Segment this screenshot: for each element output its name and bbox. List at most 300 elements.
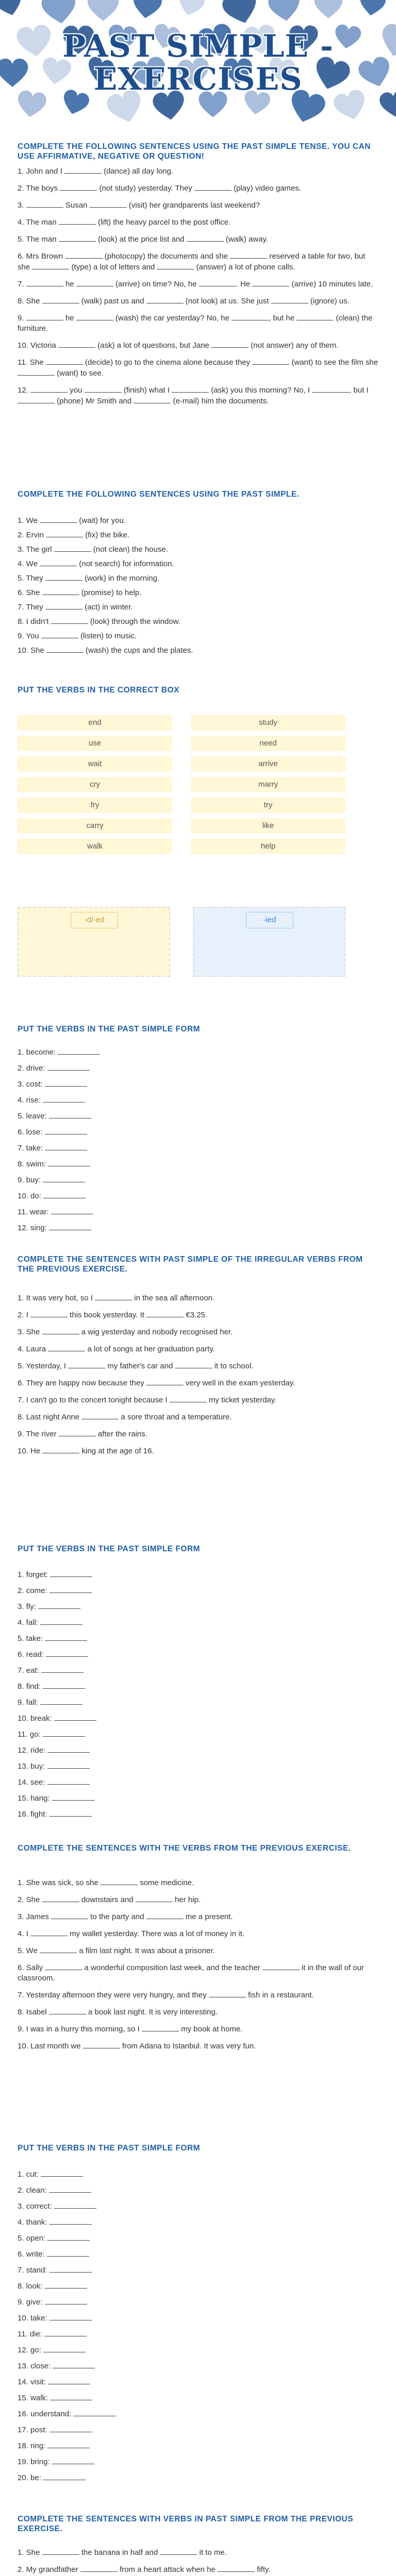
answer-blank[interactable] [218,2564,255,2572]
verb-item [18,1617,96,1633]
exercise-line-text: 8. I didn't [18,617,51,626]
verb-item-label: 9. give: [18,2298,45,2307]
exercise-line-text: 1. It was very hot, so I [18,1294,95,1302]
exercise-line [18,1378,378,1388]
exercise-line-text: Susan [63,201,90,210]
exercise-line [18,530,378,540]
exercise-line-text: 4. I [18,1929,31,1938]
answer-blank[interactable] [211,340,249,348]
verb-item [18,2249,116,2265]
verb-item [18,1127,100,1143]
section-1-instruction-text: COMPLETE THE FOLLOWING SENTENCES USING THE PAST SIMPLE TENSE. YOU CAN USE AFFIRMATIVE, NEGATIVE OR QUESTION! [18,142,371,161]
verb-chip[interactable]: study [191,715,345,731]
exercise-line-text: 9. I was in a hurry this morning, so I [18,2025,142,2033]
answer-blank[interactable] [43,1095,85,1103]
answer-blank[interactable] [42,1327,79,1334]
verb-item [18,2377,116,2393]
verb-item [18,1681,96,1697]
verb-chip[interactable]: use [18,736,172,751]
answer-blank[interactable] [43,2472,86,2480]
exercise-line-text: 2. The boys [18,184,60,193]
exercise-line-text: fifty. [255,2565,271,2574]
answer-blank[interactable] [49,2185,91,2193]
answer-blank[interactable] [199,279,236,286]
exercise-line-text: (lift) the heavy parcel to the post office. [95,218,231,227]
answer-blank[interactable] [45,1079,87,1087]
verb-item-label: 1. become: [18,1048,58,1057]
verb-item-label: 4. fall: [18,1618,41,1627]
answer-blank[interactable] [271,296,308,303]
verb-item-label: 11. die: [18,2330,45,2338]
exercise-line [18,2024,378,2035]
exercise-line-text: 5. The man [18,235,59,244]
answer-blank[interactable] [83,2041,120,2048]
answer-blank[interactable] [52,1793,94,1801]
verb-item [18,1713,96,1729]
answer-blank[interactable] [59,217,96,225]
exercise-line-text: 3. She [18,1328,42,1336]
exercise-line-text: reserved a table for two, but she [18,252,366,272]
answer-blank[interactable] [41,631,78,638]
exercise-line-text: 12. [18,386,31,395]
verb-item [18,1633,96,1649]
exercise-line-text: 1. John and I [18,167,64,176]
verb-chip[interactable]: arrive [191,756,345,772]
exercise-line-text: (e-mail) him the documents. [171,397,269,405]
answer-blank[interactable] [43,1191,86,1198]
answer-blank[interactable] [40,558,77,566]
answer-blank[interactable] [50,1569,92,1577]
answer-blank[interactable] [45,573,82,581]
answer-blank[interactable] [80,2564,118,2572]
exercise-line-text: 5. Yesterday, I [18,1362,69,1370]
answer-blank[interactable] [90,200,127,208]
answer-blank[interactable] [30,1310,68,1317]
exercise-line-text: (not search) for information. [77,560,174,568]
answer-blank[interactable] [134,396,171,403]
answer-blank[interactable] [49,1223,91,1230]
title-banner [0,0,396,135]
exercise-line-text: 6. Mrs Brown [18,252,65,261]
answer-blank[interactable] [43,1175,85,1182]
box-ed-label: -d/-ed [71,912,118,928]
exercise-line-text: (not look) at us. She just [183,297,271,306]
answer-blank[interactable] [60,183,97,191]
exercise-line-text: (finish) what I [121,386,172,395]
exercise-line-text: it in the wall of our classroom. [18,1963,364,1982]
exercise-line-text: 9. You [18,632,41,640]
verb-item [18,1159,100,1175]
answer-blank[interactable] [42,1894,79,1902]
answer-blank[interactable] [18,396,55,403]
verb-item-label: 12. ride: [18,1746,48,1755]
section-7-exercise [18,1877,378,2058]
exercise-line-text: her hip. [172,1895,201,1904]
answer-blank[interactable] [45,1143,87,1150]
answer-blank[interactable] [58,1047,100,1055]
heart-icon [129,0,164,22]
verb-item [18,2393,116,2409]
answer-blank[interactable] [42,2547,79,2555]
exercise-line-text: 7. I can't go to the concert tonight because I [18,1396,170,1404]
exercise-line [18,340,378,351]
answer-blank[interactable] [42,1446,79,1453]
answer-blank[interactable] [47,1063,90,1071]
exercise-line-text: fish in a restaurant. [245,1991,314,1999]
answer-blank[interactable] [262,1962,300,1970]
answer-blank[interactable] [40,515,77,523]
verb-chip[interactable]: like [191,818,345,834]
verb-item-label: 13. close: [18,2362,53,2370]
exercise-line-text: very well in the exam yesterday. [183,1379,295,1387]
exercise-line-text: it to me. [197,2548,227,2557]
answer-blank[interactable] [64,166,102,174]
verb-chip[interactable]: fry [18,798,172,813]
answer-blank[interactable] [157,262,194,269]
answer-blank[interactable] [187,234,224,242]
section-2-instruction-text: COMPLETE THE FOLLOWING SENTENCES USING THE PAST SIMPLE. [18,490,300,499]
exercise-line [18,1310,378,1320]
answer-blank[interactable] [41,1665,84,1673]
verb-item-label: 17. post: [18,2426,50,2434]
exercise-line [18,2007,378,2018]
answer-blank[interactable] [59,1429,96,1436]
exercise-line [18,558,378,569]
answer-blank[interactable] [53,2361,95,2368]
exercise-line [18,645,378,656]
answer-blank[interactable] [48,1159,90,1166]
section-7-instruction-text: COMPLETE THE SENTENCES WITH THE VERBS FROM THE PREVIOUS EXERCISE. [18,1844,351,1853]
answer-blank[interactable] [48,2377,90,2384]
verb-item [18,1729,96,1745]
section-3-instruction [18,685,378,695]
exercise-line-text: a sore throat and a temperature. [119,1413,232,1421]
exercise-line [18,200,378,211]
exercise-line [18,2547,378,2558]
answer-blank[interactable] [252,279,289,286]
answer-blank[interactable] [175,1361,212,1368]
section-2-instruction [18,489,378,499]
answer-blank[interactable] [146,296,184,303]
section-9-instruction [18,2514,378,2534]
verb-item [18,2361,116,2377]
answer-blank[interactable] [230,251,267,259]
verb-item-label: 11. go: [18,1730,43,1739]
answer-blank[interactable] [142,2024,179,2031]
answer-blank[interactable] [30,385,68,393]
verb-item [18,1191,100,1207]
verb-chip[interactable]: end [18,715,172,731]
answer-blank[interactable] [54,544,91,552]
exercise-line [18,234,378,245]
verb-item [18,1095,100,1111]
answer-blank[interactable] [47,1745,90,1753]
exercise-line-text: . He [236,280,253,289]
answer-blank[interactable] [47,2441,90,2448]
answer-blank[interactable] [26,313,63,320]
verb-item-label: 20. be: [18,2473,44,2482]
answer-blank[interactable] [296,313,334,320]
answer-blank[interactable] [54,1713,96,1721]
answer-blank[interactable] [50,2265,92,2273]
answer-blank[interactable] [59,234,96,242]
exercise-line [18,1962,378,1984]
answer-blank[interactable] [52,2456,94,2464]
answer-blank[interactable] [50,1585,92,1593]
verb-item-label: 9. buy: [18,1176,43,1184]
answer-blank[interactable] [312,385,349,393]
verb-chip[interactable]: need [191,736,345,751]
verb-item [18,2329,116,2345]
section-1-exercise [18,166,378,413]
verb-item-label: 4. thank: [18,2218,50,2227]
exercise-line-text: (not answer) any of them. [249,341,339,350]
answer-blank[interactable] [50,2313,92,2320]
answer-blank[interactable] [160,2547,197,2555]
answer-blank[interactable] [76,313,113,320]
answer-blank[interactable] [45,1633,87,1641]
verb-item [18,1143,100,1159]
answer-blank[interactable] [54,2201,96,2209]
section-9-instruction-text: COMPLETE THE SENTENCES WITH VERBS IN PAST SIMPLE FROM THE PREVIOUS EXERCISE. [18,2515,354,2533]
exercise-line-text: 2. She [18,1895,42,1904]
exercise-line-text: 2. Ervin [18,531,46,539]
exercise-line [18,1395,378,1405]
answer-blank[interactable] [65,251,103,259]
answer-blank[interactable] [47,1761,90,1769]
section-5-instruction [18,1255,378,1274]
answer-blank[interactable] [43,1729,85,1737]
exercise-line-text: some medicine. [137,1878,194,1887]
answer-blank[interactable] [73,2409,116,2416]
exercise-line [18,1446,378,1456]
exercise-line-text: 8. Last night Anne [18,1413,82,1421]
sort-boxes [18,907,345,977]
verb-chip[interactable]: try [191,798,345,813]
answer-blank[interactable] [50,2217,92,2225]
exercise-line-text: (wash) the cups and the plates. [83,646,193,655]
answer-blank[interactable] [232,313,269,320]
answer-blank[interactable] [50,2425,92,2432]
answer-blank[interactable] [43,1681,85,1689]
answer-blank[interactable] [49,1111,91,1118]
answer-blank[interactable] [46,645,84,653]
section-6-instruction-text: PUT THE VERBS IN THE PAST SIMPLE FORM [18,1545,201,1553]
exercise-line-text: me a present. [183,1912,233,1921]
box-ied-label: -ied [246,912,293,928]
box-ied[interactable] [193,907,345,977]
verb-item-label: 10. take: [18,2314,50,2323]
answer-blank[interactable] [45,1962,82,1970]
answer-blank[interactable] [51,616,88,624]
section-6-list [18,1569,96,1825]
answer-blank[interactable] [46,530,83,537]
verb-chip[interactable]: marry [191,777,345,792]
exercise-line [18,544,378,555]
section-9-exercise [18,2547,378,2576]
exercise-line-text: , but I [349,386,369,395]
exercise-line [18,217,378,228]
answer-blank[interactable] [44,2329,87,2336]
exercise-line-text: a book last night. It is very interesting. [86,2008,218,2016]
verb-chip[interactable]: carry [18,818,172,834]
verb-item-label: 6. read: [18,1650,46,1659]
exercise-line-text: (phone) Mr Smith and [55,397,134,405]
verb-item-label: 14. visit: [18,2378,48,2386]
box-ed[interactable] [18,907,170,977]
exercise-line [18,166,378,177]
exercise-line-text: my ticket yesterday. [206,1396,277,1404]
answer-blank[interactable] [68,1361,105,1368]
exercise-line [18,1990,378,2001]
exercise-line-text: (wait) for you. [77,516,126,525]
answer-blank[interactable] [194,183,232,191]
verb-item [18,2472,116,2488]
exercise-line-text: (promise) to help. [79,588,142,597]
section-8-instruction-text: PUT THE VERBS IN THE PAST SIMPLE FORM [18,2144,201,2153]
verb-chip[interactable]: wait [18,756,172,772]
verb-item-label: 3. correct: [18,2202,54,2211]
answer-blank[interactable] [45,602,82,609]
exercise-line [18,183,378,194]
exercise-line [18,2041,378,2052]
answer-blank[interactable] [46,1649,88,1657]
section-4-instruction [18,1024,378,1034]
answer-blank[interactable] [45,2281,87,2289]
exercise-line-text: (play) video games. [231,184,302,193]
answer-blank[interactable] [146,1310,184,1317]
exercise-line-text: (ignore) us. [308,297,350,306]
answer-blank[interactable] [18,368,55,376]
answer-blank[interactable] [45,2297,87,2304]
verb-chip[interactable]: help [191,839,345,854]
answer-blank[interactable] [50,1809,92,1817]
exercise-line-text: 6. She [18,588,42,597]
exercise-line-text: €3.25. [184,1311,208,1319]
answer-blank[interactable] [209,1990,246,1997]
answer-blank[interactable] [58,340,95,348]
exercise-line [18,296,378,307]
answer-blank[interactable] [136,1894,173,1902]
heart-icon [173,0,208,21]
answer-blank[interactable] [40,1945,77,1953]
exercise-line-text: (clean) the furniture. [18,314,373,333]
exercise-line-text: (walk) away. [223,235,269,244]
verb-item [18,1697,96,1713]
answer-blank[interactable] [172,385,209,393]
verb-item [18,1223,100,1239]
verb-item-label: 12. sing: [18,1224,49,1232]
verb-item-label: 7. eat: [18,1666,41,1675]
verb-item [18,2233,116,2249]
answer-blank[interactable] [47,1777,90,1785]
section-6-instruction [18,1544,378,1554]
answer-blank[interactable] [48,1344,85,1351]
answer-blank[interactable] [95,1293,132,1300]
exercise-line-text: 10. Last month we [18,2042,83,2050]
exercise-line-text: (photocopy) the documents and she [102,252,230,261]
answer-blank[interactable] [101,1877,138,1885]
answer-blank[interactable] [40,1617,82,1625]
exercise-line-text: (look) at the price list and [95,235,187,244]
answer-blank[interactable] [170,1395,207,1402]
exercise-line-text: a wig yesterday and nobody recognised her. [79,1328,233,1336]
exercise-line-text: the banana in half and [79,2548,160,2557]
exercise-line-text: (dance) all day long. [101,167,174,176]
exercise-line-text: (want) to see. [55,369,104,378]
answer-blank[interactable] [51,1207,93,1214]
answer-blank[interactable] [146,1911,184,1919]
exercise-line [18,616,378,627]
answer-blank[interactable] [81,1412,119,1419]
exercise-line-text: 5. We [18,1946,40,1955]
exercise-line-text: he [63,314,76,323]
answer-blank[interactable] [252,357,289,365]
answer-blank[interactable] [85,385,122,393]
answer-blank[interactable] [32,262,69,269]
verb-item [18,1601,96,1617]
answer-blank[interactable] [47,2249,89,2257]
answer-blank[interactable] [26,200,63,208]
verb-item-label: 10. do: [18,1192,44,1200]
answer-blank[interactable] [41,2169,83,2177]
verb-chip[interactable]: walk [18,839,172,854]
answer-blank[interactable] [42,587,79,595]
section-8-instruction [18,2143,378,2153]
answer-blank[interactable] [42,296,79,303]
answer-blank[interactable] [51,1911,88,1919]
exercise-line [18,587,378,598]
exercise-line-text: (decide) to go to the cinema alone because they [82,358,253,367]
answer-blank[interactable] [40,1697,82,1705]
verb-item-label: 2. come: [18,1586,50,1595]
verb-item-label: 2. clean: [18,2186,49,2195]
exercise-line [18,1894,378,1905]
answer-blank[interactable] [49,2007,86,2014]
exercise-line [18,573,378,584]
answer-blank[interactable] [46,357,83,365]
exercise-line-text: 11. She [18,358,46,367]
title-line-2: EXERCISES [93,61,303,97]
answer-blank[interactable] [38,1601,80,1609]
section-1-instruction [18,142,378,161]
answer-blank[interactable] [30,1928,68,1936]
verb-item [18,2456,116,2472]
exercise-line-text: (walk) past us and [79,297,146,306]
answer-blank[interactable] [146,1378,184,1385]
verb-item [18,1047,100,1063]
exercise-line [18,1928,378,1939]
answer-blank[interactable] [43,2345,86,2352]
exercise-line [18,1429,378,1439]
answer-blank[interactable] [50,2393,92,2400]
verb-item [18,1111,100,1127]
answer-blank[interactable] [76,279,113,286]
exercise-line-text: (visit) her grandparents last weekend? [126,201,260,210]
answer-blank[interactable] [26,279,63,286]
verb-item [18,1777,96,1793]
answer-blank[interactable] [45,1127,87,1134]
exercise-line [18,251,378,273]
exercise-line-text: 3. The girl [18,545,54,554]
answer-blank[interactable] [47,2233,90,2241]
verb-item [18,1745,96,1761]
exercise-line-text: (arrive) on time? No, he [113,280,199,289]
verb-chip[interactable]: cry [18,777,172,792]
exercise-line-text: (want) to see the film she [289,358,378,367]
verb-item-label: 16. fight: [18,1810,50,1819]
exercise-line-text: (type) a lot of letters and [69,263,157,272]
